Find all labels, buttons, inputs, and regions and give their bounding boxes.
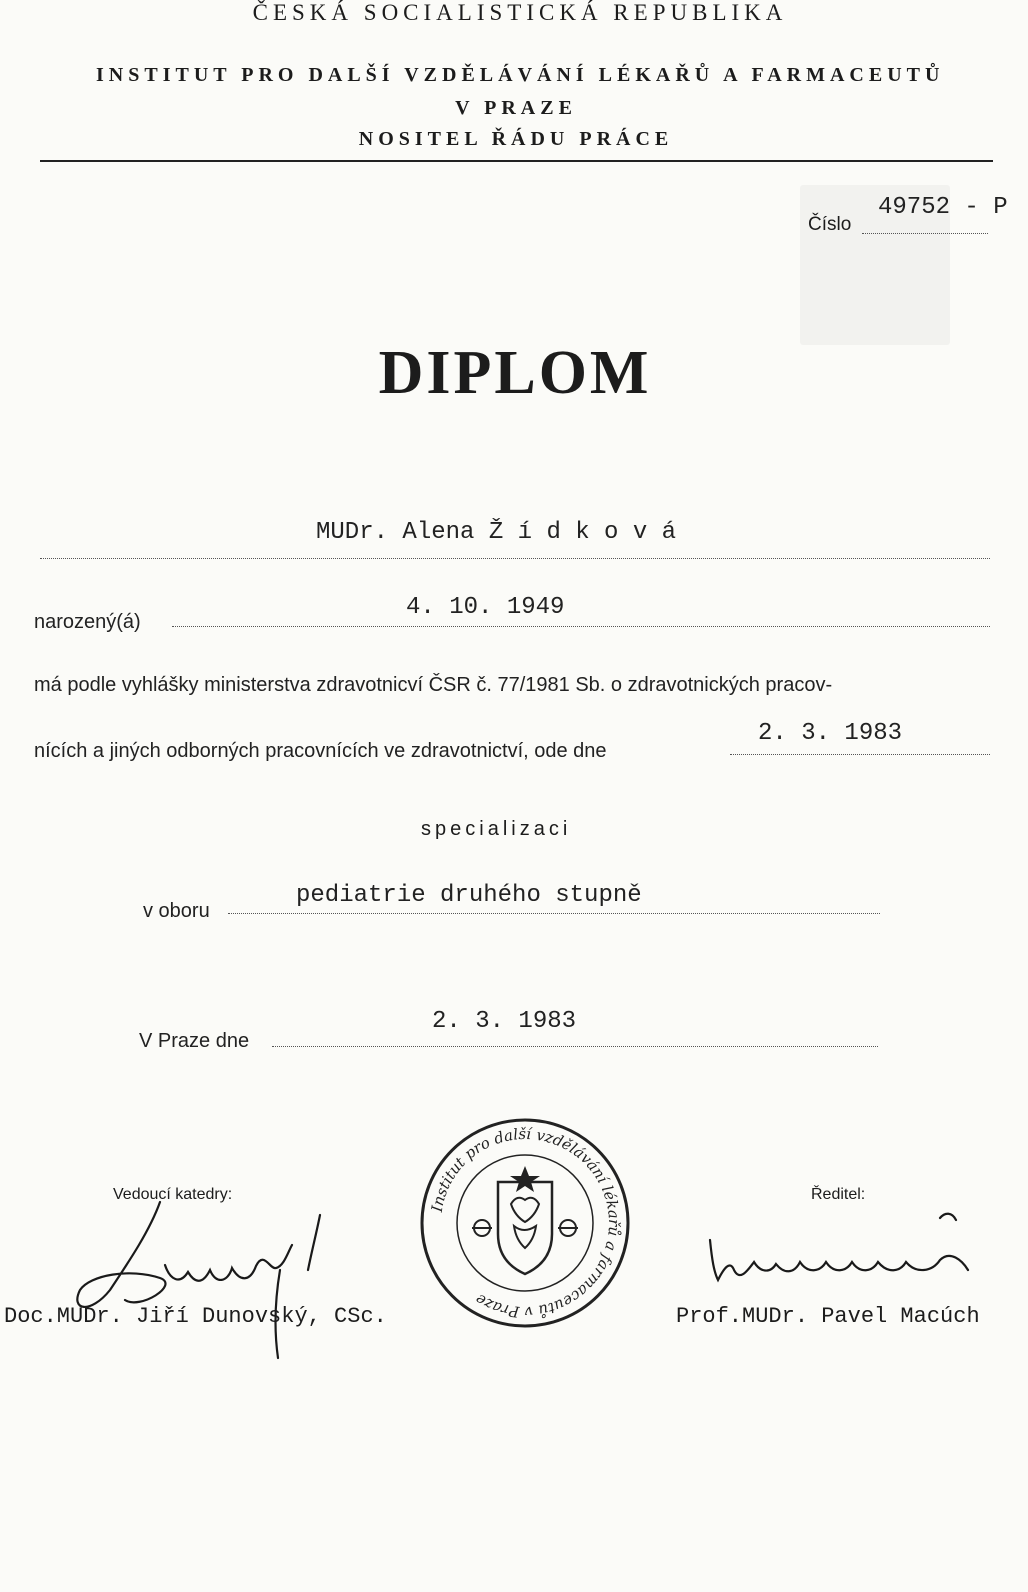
header-rule — [40, 160, 993, 162]
institute-city: V PRAZE — [455, 97, 577, 119]
institute-name: INSTITUT PRO DALŠÍ VZDĚLÁVÁNÍ LÉKAŘŮ A FARMACEUTŮ — [96, 64, 945, 86]
left-signatory-role: Vedoucí katedry: — [113, 1186, 233, 1203]
born-label: narozený(á) — [34, 611, 141, 633]
legal-text-line1: má podle vyhlášky ministerstva zdravotnicví ČSR č. 77/1981 Sb. o zdravotnických pracov- — [34, 674, 833, 696]
lion-emblem-icon — [511, 1198, 539, 1248]
born-dotline — [172, 626, 990, 627]
left-handwritten-signature — [70, 1190, 350, 1370]
effective-date: 2. 3. 1983 — [758, 720, 903, 747]
field-dotline — [228, 913, 880, 914]
legal-text-line2: nících a jiných odborných pracovnících ve zdravotnictví, ode dne — [34, 740, 607, 762]
born-date: 4. 10. 1949 — [406, 594, 565, 621]
field-label: v oboru — [143, 900, 210, 922]
star-icon — [510, 1166, 540, 1192]
recipient-dotline — [40, 558, 990, 559]
institute-award: NOSITEL ŘÁDU PRÁCE — [358, 128, 674, 150]
seal-text: Institut pro další vzdělávání lékařů a farmaceutů v Praze — [427, 1124, 624, 1322]
effective-date-dotline — [730, 754, 990, 755]
specialization-label: specializaci — [421, 818, 572, 840]
right-signatory-name: Prof.MUDr. Pavel Macúch — [676, 1304, 980, 1329]
page-title: DIPLOM — [378, 339, 652, 407]
diploma-number: 49752 - P — [878, 194, 1008, 221]
recipient-name: MUDr. Alena Ž í d k o v á — [316, 519, 677, 546]
country-heading: ČESKÁ SOCIALISTICKÁ REPUBLIKA — [252, 0, 788, 25]
number-dotline — [862, 233, 988, 234]
left-signatory-name: Doc.MUDr. Jiří Dunovský, CSc. — [4, 1304, 387, 1329]
shield-emblem-icon — [498, 1182, 552, 1274]
place-date-label: V Praze dne — [139, 1030, 250, 1052]
place-date-dotline — [272, 1046, 878, 1047]
right-handwritten-signature — [700, 1210, 1000, 1300]
right-signatory-role: Ředitel: — [811, 1186, 866, 1203]
field-value: pediatrie druhého stupně — [296, 882, 642, 909]
number-label: Číslo — [808, 214, 852, 235]
issue-date: 2. 3. 1983 — [432, 1008, 577, 1035]
official-seal — [418, 1116, 632, 1330]
